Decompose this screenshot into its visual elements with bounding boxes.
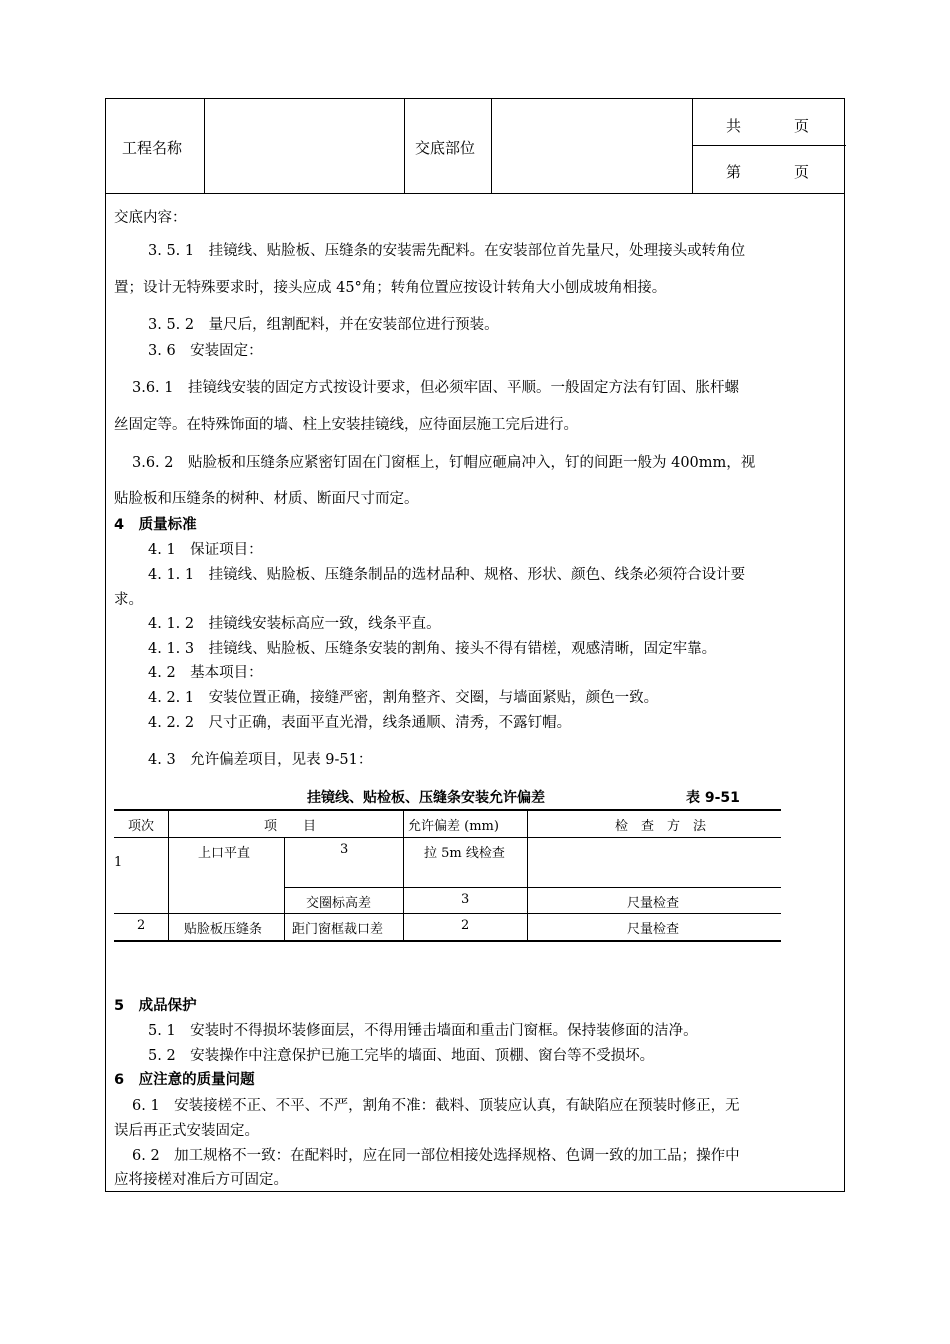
table-header-cell: 项 目 [264, 819, 317, 834]
project-name-label: 工程名称 [122, 139, 183, 157]
table-cell: 2 [461, 918, 470, 933]
body-line: 4. 1. 2 挂镜线安装标高应一致，线条平直。 [148, 616, 441, 632]
table-cell: 尺量检查 [627, 896, 680, 911]
body-line: 4. 3 允许偏差项目，见表 9-51： [148, 752, 373, 768]
body-line: 贴脸板和压缝条的树种、材质、断面尺寸而定。 [114, 491, 419, 507]
body-line: 3.6. 1 挂镜线安装的固定方式按设计要求，但必须牢固、平顺。一般固定方法有钉固、胀杆螺 [132, 380, 739, 396]
body-line: 5. 2 安装操作中注意保护已施工完毕的墙面、地面、顶棚、窗台等不受损坏。 [148, 1048, 655, 1064]
section-heading: 4 质量标准 [114, 517, 197, 533]
project-name-field[interactable] [207, 105, 401, 187]
body-line: 丝固定等。在特殊饰面的墙、柱上安装挂镜线，应待面层施工完后进行。 [114, 417, 578, 433]
table-cell: 1 [114, 855, 123, 870]
total-pages-unit: 页 [794, 117, 810, 135]
body-line: 4. 2. 2 尺寸正确，表面平直光滑，线条通顺、清秀，不露钉帽。 [148, 715, 572, 731]
section-heading: 5 成品保护 [114, 998, 197, 1014]
table-rule [168, 810, 169, 941]
body-line: 3.6. 2 贴脸板和压缝条应紧密钉固在门窗框上，钉帽应砸扁冲入，钉的间距一般为 400mm，视 [132, 455, 756, 471]
table-cell: 3 [340, 842, 349, 857]
body-line: 4. 1 保证项目： [148, 542, 263, 558]
table-rule [284, 887, 781, 888]
table-cell: 贴脸板压缝条 [184, 922, 263, 937]
table-cell: 拉 5m 线检查 [424, 846, 505, 861]
header-divider [491, 99, 492, 193]
header-divider [204, 99, 205, 193]
table-cell: 3 [461, 892, 470, 907]
table-rule [403, 810, 404, 941]
section-heading: 6 应注意的质量问题 [114, 1072, 255, 1088]
header-divider [404, 99, 405, 193]
header-divider [692, 145, 846, 146]
table-cell: 上口平直 [198, 846, 251, 861]
content-label: 交底内容： [114, 210, 187, 226]
body-line: 3. 5. 1 挂镜线、贴脸板、压缝条的安装需先配料。在安装部位首先量尺，处理接头或转角位 [148, 243, 746, 259]
table-number: 表 9-51 [686, 790, 740, 806]
page-number-label: 第 [726, 163, 742, 181]
total-pages-label: 共 [726, 117, 742, 135]
table-header-cell: 项次 [128, 819, 155, 834]
table-cell: 距门窗框裁口差 [292, 922, 384, 937]
table-rule [114, 809, 781, 811]
table-header-cell: 检 查 方 法 [615, 819, 707, 834]
table-rule [114, 913, 781, 914]
body-line: 4. 2. 1 安装位置正确，接缝严密，割角整齐、交圈，与墙面紧贴，颜色一致。 [148, 690, 659, 706]
page-number-unit: 页 [794, 163, 810, 181]
table-rule [114, 837, 781, 838]
body-line: 误后再正式安装固定。 [114, 1123, 259, 1139]
body-line: 求。 [114, 592, 143, 608]
body-line: 6. 1 安装接槎不正、不平、不严，割角不准：截料、顶装应认真，有缺陷应在预装时修正，无 [132, 1098, 740, 1114]
body-line: 4. 2 基本项目： [148, 665, 263, 681]
body-line: 应将接槎对准后方可固定。 [114, 1172, 288, 1188]
body-line: 6. 2 加工规格不一致：在配料时，应在同一部位相接处选择规格、色调一致的加工品；操作中 [132, 1148, 740, 1164]
table-rule [284, 837, 285, 941]
body-line: 3. 6 安装固定： [148, 343, 263, 359]
table-cell: 尺量检查 [627, 922, 680, 937]
header-divider [692, 99, 693, 193]
table-cell: 2 [137, 918, 146, 933]
location-field[interactable] [494, 105, 688, 187]
body-line: 4. 1. 3 挂镜线、贴脸板、压缝条安装的割角、接头不得有错槎，观感清晰，固定牢靠。 [148, 641, 717, 657]
location-label: 交底部位 [415, 139, 476, 157]
table-cell: 交圈标高差 [306, 896, 372, 911]
table-rule [527, 810, 528, 941]
body-line: 5. 1 安装时不得损坏装修面层，不得用锤击墙面和重击门窗框。保持装修面的洁净。 [148, 1023, 698, 1039]
table-rule [114, 940, 781, 942]
table-caption: 挂镜线、贴检板、压缝条安装允许偏差 [307, 790, 545, 806]
body-line: 3. 5. 2 量尺后，组割配料，并在安装部位进行预装。 [148, 317, 499, 333]
body-line: 置；设计无特殊要求时，接头应成 45°角；转角位置应按设计转角大小刨成坡角相接。 [114, 280, 667, 296]
table-header-cell: 允许偏差 (mm) [408, 819, 499, 834]
header-table [106, 99, 844, 194]
body-line: 4. 1. 1 挂镜线、贴脸板、压缝条制品的选材品种、规格、形状、颜色、线条必须符合设计要 [148, 567, 746, 583]
